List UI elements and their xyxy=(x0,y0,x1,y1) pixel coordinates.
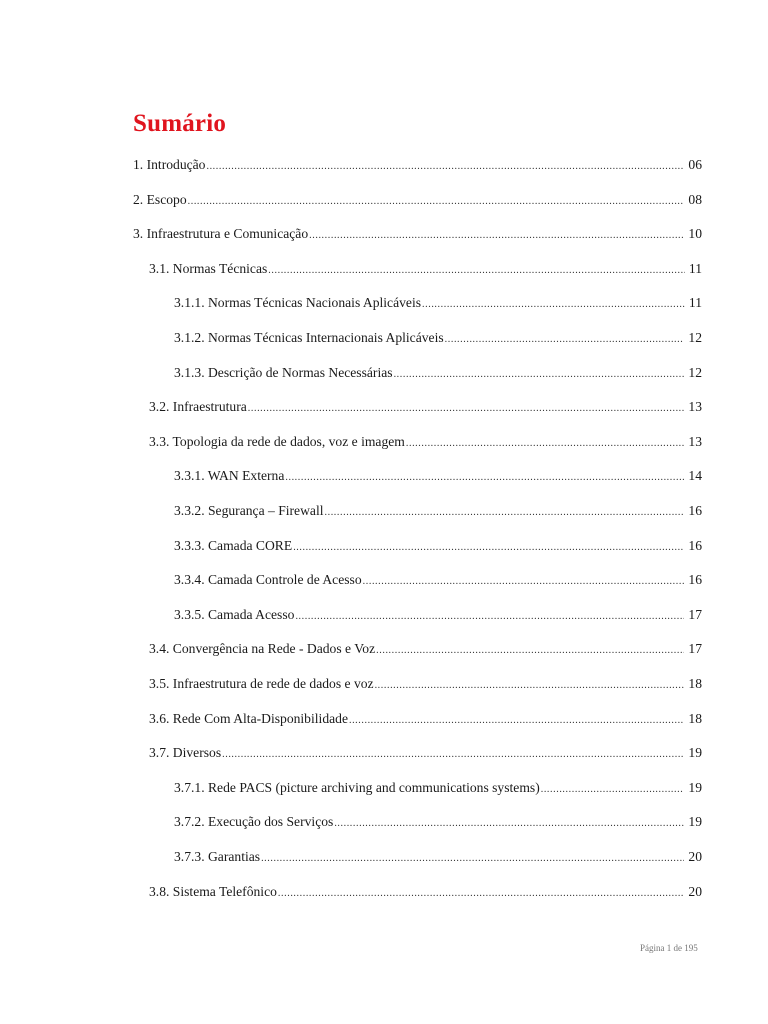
toc-entry-label: 3.3.4. Camada Controle de Acesso xyxy=(174,572,362,588)
toc-entry-page-number: 10 xyxy=(688,226,702,242)
page-title: Sumário xyxy=(133,110,227,137)
toc-dot-leader xyxy=(363,573,685,591)
toc-entry[interactable] xyxy=(174,364,702,382)
toc-entry-label: 3.3.2. Segurança – Firewall xyxy=(174,503,324,518)
toc-entry-label: 3.3. Topologia da rede de dados, voz e imagem xyxy=(149,433,405,449)
toc-entry-page-number: 19 xyxy=(688,814,702,830)
toc-entry-page-number: 20 xyxy=(688,849,702,864)
toc-entry-label: 3.5. Infraestrutura de rede de dados e voz xyxy=(149,676,374,691)
toc-entry[interactable] xyxy=(174,467,702,485)
toc-dot-leader xyxy=(285,469,684,487)
toc-dot-leader xyxy=(334,815,684,833)
toc-entry-page-number: 11 xyxy=(688,295,702,311)
page-footer: Página 1 de 195 xyxy=(640,943,698,953)
toc-dot-leader xyxy=(422,296,685,314)
toc-entry-label: 3.8. Sistema Telefônico xyxy=(149,883,277,899)
toc-entry-page-number: 17 xyxy=(688,641,702,657)
toc-entry-label: 3.7.3. Garantias xyxy=(174,849,261,864)
toc-entry[interactable] xyxy=(174,502,702,520)
toc-entry[interactable] xyxy=(174,571,702,589)
toc-entry[interactable] xyxy=(149,260,702,278)
toc-entry[interactable] xyxy=(149,744,702,762)
toc-dot-leader xyxy=(406,435,685,453)
toc-entry-page-number: 12 xyxy=(688,330,702,345)
toc-entry[interactable] xyxy=(174,779,702,797)
toc-entry-label: 3.1.3. Descrição de Normas Necessárias xyxy=(174,364,393,380)
toc-dot-leader xyxy=(206,158,684,176)
toc-entry[interactable] xyxy=(149,675,702,693)
toc-dot-leader xyxy=(295,608,684,626)
toc-entry-page-number: 19 xyxy=(688,779,702,795)
toc-entry-page-number: 16 xyxy=(688,537,702,553)
toc-entry-label: 3.1.1. Normas Técnicas Nacionais Aplicáveis xyxy=(174,295,422,311)
toc-entry-label: 3.2. Infraestrutura xyxy=(149,399,247,415)
toc-entry-page-number: 19 xyxy=(688,745,702,761)
toc-entry-page-number: 14 xyxy=(688,468,702,484)
toc-dot-leader xyxy=(293,539,684,557)
toc-dot-leader xyxy=(222,746,684,764)
toc-entry-label: 3.3.1. WAN Externa xyxy=(174,468,285,484)
toc-entry-page-number: 13 xyxy=(688,433,702,449)
toc-dot-leader xyxy=(278,885,684,903)
toc-entry-page-number: 16 xyxy=(688,572,702,588)
toc-entry[interactable] xyxy=(174,606,702,624)
toc-entry-page-number: 17 xyxy=(688,606,702,622)
toc-dot-leader xyxy=(445,331,685,349)
toc-entry-label: 3.7.2. Execução dos Serviços xyxy=(174,814,334,830)
toc-dot-leader xyxy=(541,781,685,799)
toc-dot-leader xyxy=(268,262,685,280)
toc-dot-leader xyxy=(375,677,685,695)
toc-entry-label: 3.7.1. Rede PACS (picture archiving and communications systems) xyxy=(174,779,540,795)
toc-entry[interactable] xyxy=(133,191,702,209)
toc-dot-leader xyxy=(188,193,685,211)
toc-entry[interactable] xyxy=(149,640,702,658)
toc-entry[interactable] xyxy=(174,294,702,312)
toc-entry[interactable] xyxy=(174,813,702,831)
toc-entry-label: 2. Escopo xyxy=(133,191,187,207)
toc-entry-page-number: 08 xyxy=(688,191,702,207)
toc-dot-leader xyxy=(248,400,685,418)
toc-entry-page-number: 12 xyxy=(688,364,702,380)
toc-entry[interactable] xyxy=(133,156,702,174)
toc-dot-leader xyxy=(325,504,685,522)
toc-entry-label: 3. Infraestrutura e Comunicação xyxy=(133,226,309,242)
toc-entry[interactable] xyxy=(133,225,702,243)
toc-entry-page-number: 20 xyxy=(688,883,702,899)
toc-entry-label: 3.3.3. Camada CORE xyxy=(174,537,293,553)
toc-dot-leader xyxy=(349,712,684,730)
toc-entry[interactable] xyxy=(149,883,702,901)
toc-entry-page-number: 16 xyxy=(688,503,702,518)
toc-entry[interactable] xyxy=(174,848,702,866)
toc-dot-leader xyxy=(261,850,684,868)
toc-entry[interactable] xyxy=(174,329,702,347)
toc-entry-page-number: 06 xyxy=(688,157,702,172)
toc-entry-label: 3.3.5. Camada Acesso xyxy=(174,606,295,622)
toc-entry-label: 1. Introdução xyxy=(133,157,206,172)
toc-dot-leader xyxy=(309,227,684,245)
toc-entry-label: 3.1.2. Normas Técnicas Internacionais Aplicáveis xyxy=(174,330,444,345)
toc-entry-label: 3.7. Diversos xyxy=(149,745,222,761)
toc-dot-leader xyxy=(376,642,684,660)
toc-entry-page-number: 13 xyxy=(688,399,702,415)
toc-entry-page-number: 11 xyxy=(688,260,702,276)
toc-dot-leader xyxy=(394,366,685,384)
toc-entry[interactable] xyxy=(174,537,702,555)
toc-entry-page-number: 18 xyxy=(688,710,702,726)
toc-entry[interactable] xyxy=(149,398,702,416)
toc-entry-page-number: 18 xyxy=(688,676,702,691)
toc-entry[interactable] xyxy=(149,710,702,728)
toc-entry-label: 3.4. Convergência na Rede - Dados e Voz xyxy=(149,641,376,657)
toc-entry[interactable] xyxy=(149,433,702,451)
toc-entry-label: 3.6. Rede Com Alta-Disponibilidade xyxy=(149,710,348,726)
toc-entry-label: 3.1. Normas Técnicas xyxy=(149,260,268,276)
